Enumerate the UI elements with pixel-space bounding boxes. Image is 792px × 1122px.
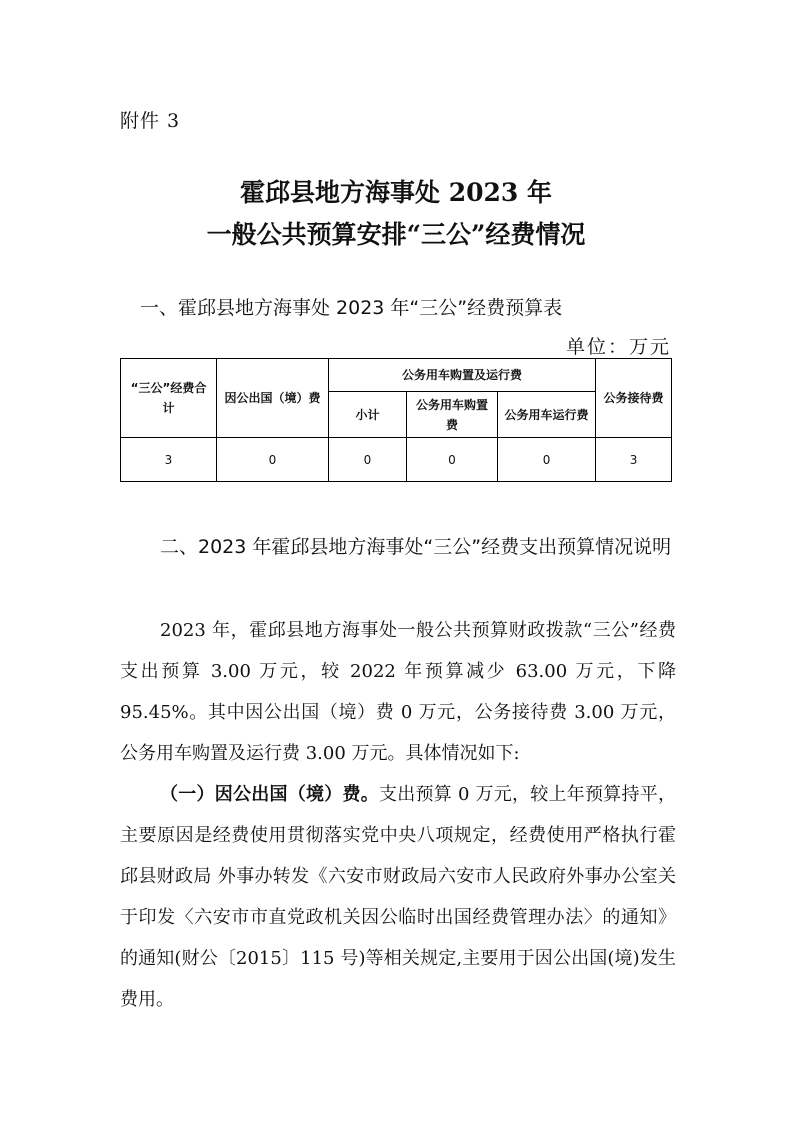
section-2-heading: 二、2023 年霍邱县地方海事处“三公”经费支出预算情况说明: [160, 536, 672, 558]
document-title-line-2: 一般公共预算安排“三公”经费情况: [206, 220, 586, 249]
budget-table: [120, 358, 672, 482]
section-1-heading: 一、霍邱县地方海事处 2023 年“三公”经费预算表: [140, 297, 563, 319]
cell-total: 3: [121, 438, 217, 482]
table-row: [121, 438, 672, 482]
attachment-label: 附件 3: [120, 110, 181, 132]
header-total: “三公”经费合计: [121, 359, 217, 438]
paragraph-summary: 2023 年，霍邱县地方海事处一般公共预算财政拨款“三公”经费支出预算 3.00 万元，较 2022 年预算减少 63.00 万元，下降 95.45%。其中因公出国（境）费 0 万元，公务接待费 3.00 万元，公务用车购置及运行费 3.00 万元。具体情况如下:: [120, 620, 676, 764]
document-title-line-1: 霍邱县地方海事处 2023 年: [240, 178, 552, 207]
paragraph-abroad-expense: [120, 774, 676, 1020]
cell-subtotal: 0: [329, 438, 407, 482]
unit-label: 单位：万元: [565, 336, 671, 358]
paragraph-abroad-body: 支出预算 0 万元，较上年预算持平，主要原因是经费使用贯彻落实党中央八项规定，经费使用严格执行霍邱县财政局 外事办转发《六安市财政局六安市人民政府外事办公室关于印发〈六安市市直党政机关因公临时出国经费管理办法〉的通知》的通知(财公〔2015〕115 号)等相关规定,主要用于因公出国(境)发生费用。: [120, 784, 676, 1010]
header-subtotal: 小计: [329, 392, 407, 438]
header-vehicle-purchase: 公务用车购置费: [407, 392, 498, 438]
cell-vehicle-operation: 0: [498, 438, 596, 482]
header-abroad: 因公出国（境）费: [217, 359, 329, 438]
cell-abroad: 0: [217, 438, 329, 482]
header-vehicle-operation: 公务用车运行费: [498, 392, 596, 438]
paragraph-abroad-lead: （一）因公出国（境）费。: [160, 784, 380, 805]
cell-reception: 3: [596, 438, 672, 482]
cell-vehicle-purchase: 0: [407, 438, 498, 482]
header-reception: 公务接待费: [596, 359, 672, 438]
header-vehicle-group: 公务用车购置及运行费: [329, 359, 596, 392]
